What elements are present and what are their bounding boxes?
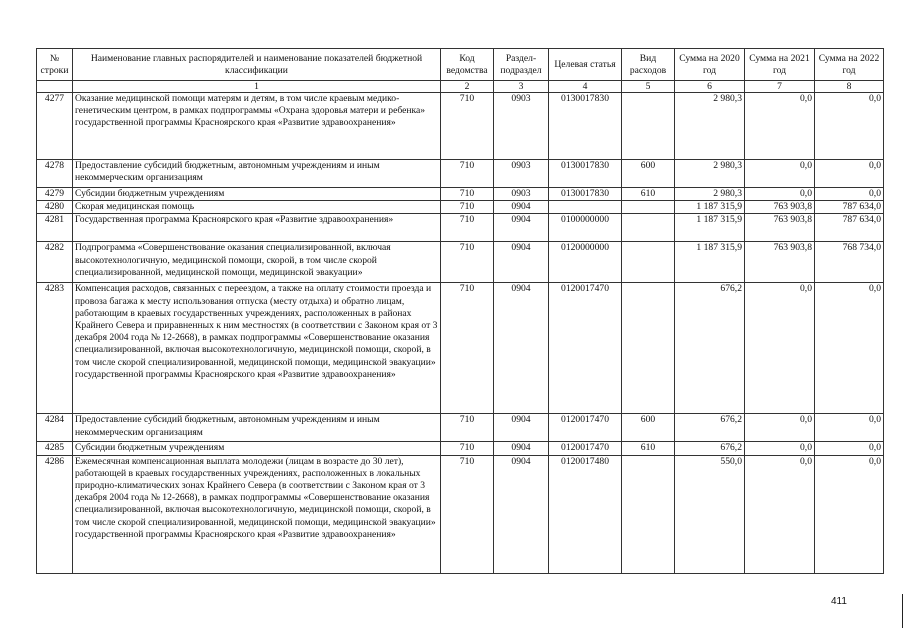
section-code: 0904 <box>494 455 549 573</box>
column-number-row <box>37 81 884 93</box>
target-article <box>549 201 622 214</box>
sum-2021: 0,0 <box>745 93 815 160</box>
section-code: 0903 <box>494 160 549 188</box>
row-number: 4282 <box>37 242 73 283</box>
row-description: Государственная программа Красноярского края «Развитие здравоохранения» <box>73 214 441 242</box>
row-number: 4284 <box>37 414 73 442</box>
expense-type <box>622 201 675 214</box>
header-sum-2022: Сумма на 2022 год <box>815 49 884 81</box>
page-edge-line <box>902 594 903 628</box>
sum-2021: 0,0 <box>745 414 815 442</box>
target-article: 0120017480 <box>549 455 622 573</box>
sum-2020: 550,0 <box>675 455 745 573</box>
header-sum-2020: Сумма на 2020 год <box>675 49 745 81</box>
row-description: Оказание медицинской помощи матерям и детям, в том числе краевым медико-генетическим центром, в рамках подпрограммы «Охрана здоровья матери и ребенка» государственной программы Красноярского края «Развитие здравоохранения» <box>73 93 441 160</box>
sum-2020: 1 187 315,9 <box>675 214 745 242</box>
expense-type <box>622 283 675 414</box>
table-row <box>37 283 884 414</box>
sum-2020: 676,2 <box>675 414 745 442</box>
header-section: Раздел-подраздел <box>494 49 549 81</box>
dept-code: 710 <box>441 201 494 214</box>
column-number: 4 <box>549 81 622 93</box>
column-number-blank <box>37 81 73 93</box>
sum-2021: 0,0 <box>745 442 815 455</box>
sum-2022: 0,0 <box>815 414 884 442</box>
column-number: 3 <box>494 81 549 93</box>
table-row <box>37 201 884 214</box>
row-description: Предоставление субсидий бюджетным, автономным учреждениям и иным некоммерческим организациям <box>73 160 441 188</box>
section-code: 0904 <box>494 442 549 455</box>
column-number: 6 <box>675 81 745 93</box>
dept-code: 710 <box>441 160 494 188</box>
row-number: 4278 <box>37 160 73 188</box>
sum-2020: 1 187 315,9 <box>675 201 745 214</box>
row-description: Подпрограмма «Совершенствование оказания специализированной, включая высокотехнологичную, медицинской помощи, скорой, в том числе скорой специализированной, медицинской помощи, медицинской эвакуации» <box>73 242 441 283</box>
table-row <box>37 93 884 160</box>
row-number: 4286 <box>37 455 73 573</box>
header-row-number: № строки <box>37 49 73 81</box>
sum-2022: 0,0 <box>815 442 884 455</box>
expense-type <box>622 93 675 160</box>
target-article: 0130017830 <box>549 93 622 160</box>
dept-code: 710 <box>441 283 494 414</box>
target-article: 0100000000 <box>549 214 622 242</box>
expense-type: 610 <box>622 188 675 201</box>
row-description: Предоставление субсидий бюджетным, автономным учреждениям и иным некоммерческим организациям <box>73 414 441 442</box>
sum-2021: 0,0 <box>745 283 815 414</box>
column-number: 1 <box>73 81 441 93</box>
sum-2021: 0,0 <box>745 455 815 573</box>
sum-2020: 676,2 <box>675 442 745 455</box>
expense-type: 600 <box>622 414 675 442</box>
dept-code: 710 <box>441 414 494 442</box>
sum-2022: 0,0 <box>815 93 884 160</box>
section-code: 0904 <box>494 283 549 414</box>
header-target-article: Целевая статья <box>549 49 622 81</box>
target-article: 0120017470 <box>549 283 622 414</box>
column-number: 2 <box>441 81 494 93</box>
sum-2022: 0,0 <box>815 188 884 201</box>
row-number: 4285 <box>37 442 73 455</box>
column-number: 5 <box>622 81 675 93</box>
expense-type <box>622 455 675 573</box>
dept-code: 710 <box>441 93 494 160</box>
dept-code: 710 <box>441 188 494 201</box>
row-description: Ежемесячная компенсационная выплата молодежи (лицам в возрасте до 30 лет), работающей в краевых государственных учреждениях, расположенных в локальных природно-климатических зонах Крайнего Севера (в соответствии с Законом края от 3 декабря 2004 года № 12-2668), в рамках подпрограммы «Совершенствование оказания специализированной, включая высокотехнологичную, медицинской помощи, скорой, в том числе скорой специализированной, медицинской помощи, медицинской эвакуации» государственной программы Красноярского края «Развитие здравоохранения» <box>73 455 441 573</box>
target-article: 0120017470 <box>549 414 622 442</box>
dept-code: 710 <box>441 442 494 455</box>
table-row <box>37 160 884 188</box>
page-number: 411 <box>831 596 847 607</box>
sum-2022: 0,0 <box>815 455 884 573</box>
sum-2020: 2 980,3 <box>675 160 745 188</box>
section-code: 0903 <box>494 188 549 201</box>
sum-2021: 763 903,8 <box>745 214 815 242</box>
row-number: 4279 <box>37 188 73 201</box>
sum-2021: 763 903,8 <box>745 201 815 214</box>
header-name: Наименование главных распорядителей и наименование показателей бюджетной классификации <box>73 49 441 81</box>
header-expense-type: Вид расходов <box>622 49 675 81</box>
column-number: 7 <box>745 81 815 93</box>
header-row <box>37 49 884 81</box>
dept-code: 710 <box>441 455 494 573</box>
section-code: 0904 <box>494 201 549 214</box>
budget-table <box>36 48 884 574</box>
expense-type: 600 <box>622 160 675 188</box>
table-row <box>37 414 884 442</box>
target-article: 0120017470 <box>549 442 622 455</box>
expense-type <box>622 214 675 242</box>
expense-type: 610 <box>622 442 675 455</box>
table-row <box>37 455 884 573</box>
table-row <box>37 188 884 201</box>
dept-code: 710 <box>441 214 494 242</box>
section-code: 0904 <box>494 414 549 442</box>
table-row <box>37 214 884 242</box>
row-description: Субсидии бюджетным учреждениям <box>73 188 441 201</box>
sum-2022: 787 634,0 <box>815 214 884 242</box>
column-number: 8 <box>815 81 884 93</box>
row-number: 4281 <box>37 214 73 242</box>
section-code: 0904 <box>494 214 549 242</box>
sum-2020: 2 980,3 <box>675 188 745 201</box>
row-description: Скорая медицинская помощь <box>73 201 441 214</box>
row-number: 4280 <box>37 201 73 214</box>
sum-2020: 1 187 315,9 <box>675 242 745 283</box>
sum-2020: 676,2 <box>675 283 745 414</box>
sum-2020: 2 980,3 <box>675 93 745 160</box>
row-description: Субсидии бюджетным учреждениям <box>73 442 441 455</box>
sum-2021: 0,0 <box>745 188 815 201</box>
sum-2022: 768 734,0 <box>815 242 884 283</box>
target-article: 0120000000 <box>549 242 622 283</box>
header-sum-2021: Сумма на 2021 год <box>745 49 815 81</box>
sum-2021: 0,0 <box>745 160 815 188</box>
table-row <box>37 242 884 283</box>
sum-2022: 0,0 <box>815 283 884 414</box>
sum-2022: 787 634,0 <box>815 201 884 214</box>
section-code: 0903 <box>494 93 549 160</box>
target-article: 0130017830 <box>549 160 622 188</box>
section-code: 0904 <box>494 242 549 283</box>
sum-2021: 763 903,8 <box>745 242 815 283</box>
row-number: 4283 <box>37 283 73 414</box>
sum-2022: 0,0 <box>815 160 884 188</box>
dept-code: 710 <box>441 242 494 283</box>
header-dept-code: Код ведомства <box>441 49 494 81</box>
expense-type <box>622 242 675 283</box>
target-article: 0130017830 <box>549 188 622 201</box>
table-row <box>37 442 884 455</box>
row-number: 4277 <box>37 93 73 160</box>
row-description: Компенсация расходов, связанных с переездом, а также на оплату стоимости проезда и провоза багажа к месту использования отпуска (месту отдыха) и обратно лицам, работающим в краевых государственных учреждениях, расположенных в районах Крайнего Севера и приравненных к ним местностях (в соответствии с Законом края от 3 декабря 2004 года № 12-2668), в рамках подпрограммы «Совершенствование оказания специализированной, включая высокотехнологичную, медицинской помощи, скорой, в том числе скорой специализированной, медицинской помощи, медицинской эвакуации» государственной программы Красноярского края «Развитие здравоохранения» <box>73 283 441 414</box>
